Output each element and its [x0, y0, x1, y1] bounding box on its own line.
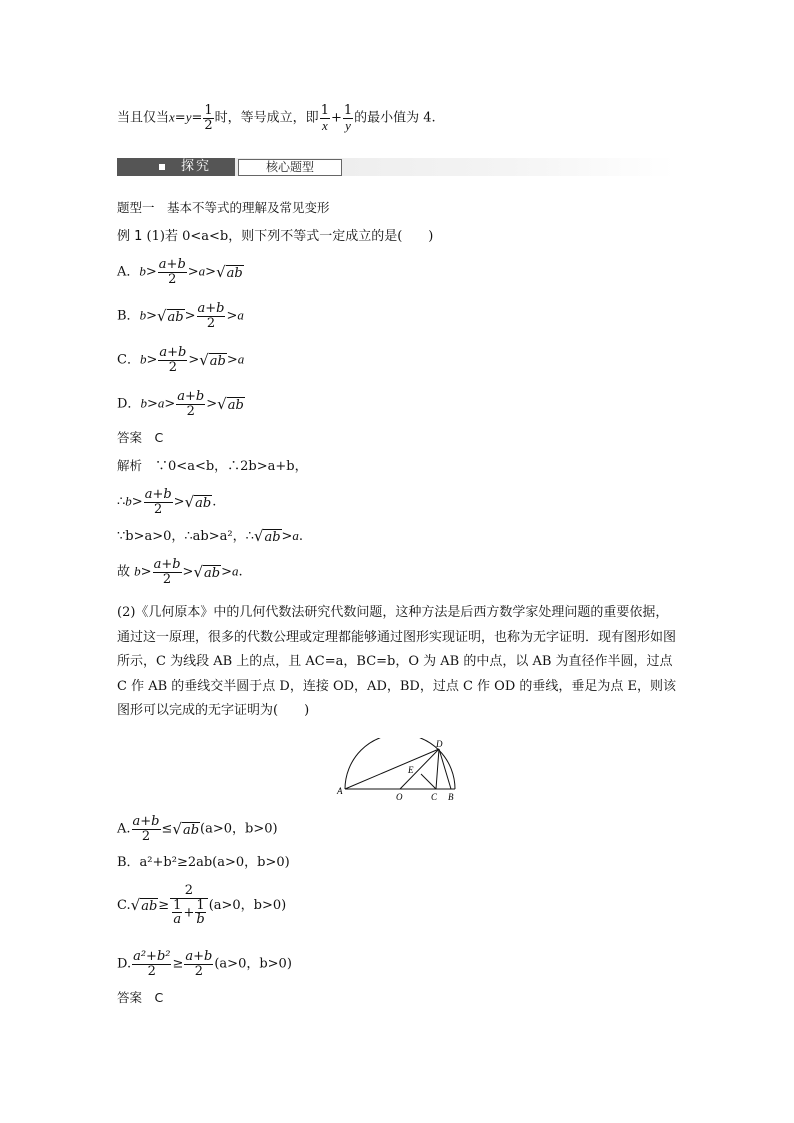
label-d: D — [436, 739, 443, 749]
var-y: y — [185, 109, 192, 125]
segment-od — [400, 749, 439, 789]
harmonic-fraction: 2 $\frac{1}{a}$ + $\frac{1}{b}$ — [170, 884, 208, 927]
var-x: x — [169, 109, 175, 125]
label-e: E — [408, 765, 414, 775]
q2-option-c: C.√ab≥ 2 $\frac{1}{a}$ + $\frac{1}{b}$ (a>0，b>0) — [117, 883, 287, 928]
sqrt-ab: √ab — [216, 262, 243, 281]
fraction-mean: $\frac{a+b}{2}$ — [159, 345, 187, 375]
fraction-mean: $\frac{a+b}{2}$ — [144, 487, 172, 517]
answer-1: 答案 C — [117, 430, 164, 445]
segment-ad — [345, 749, 439, 789]
label-b: B — [448, 792, 454, 802]
fraction-1-over-x: $\frac{1}{x}$ — [320, 103, 329, 133]
equals: = — [191, 110, 203, 126]
question-2-paragraph: (2)《几何原本》中的几何代数法研究代数问题，这种方法是后西方数学家处理问题的重要依据，通过这一原理，很多的代数公理或定理都能够通过图形实现证明，也称为无字证明．现有图形如图所示，C 为线段 AB 上的点，且 AC=a，BC=b，O 为 AB 的中点，以 AB 为直径作半圆，过点 C 作 AB 的垂线交半圆于点 D，连接 OD，AD，BD，过点 C 作 OD 的垂线，垂足为点 E，则该图形可以完成的无字证明为( ) — [117, 605, 677, 718]
q2-option-b: B．a²+b²≥2ab(a>0，b>0) — [117, 855, 290, 870]
label-a: A — [337, 786, 343, 796]
option-a: A．b> $\frac{a+b}{2}$ >a>√ab — [117, 257, 243, 287]
intro-text: 当且仅当 — [117, 110, 170, 126]
sqrt-ab: √ab — [130, 895, 158, 914]
option-d: D．b>a> $\frac{a+b}{2}$ >√ab — [117, 389, 244, 419]
analysis-line-4: 故 b> $\frac{a+b}{2}$ >√ab>a. — [117, 557, 243, 587]
semicircle-figure — [335, 738, 465, 808]
fraction-square-mean: $\frac{\text{a²+b²}}{2}$ — [133, 949, 171, 979]
analysis-line-2: ∴b> $\frac{a+b}{2}$ >√ab. — [117, 487, 217, 517]
intro-text: 的最小值为 4. — [354, 110, 436, 126]
fraction-mean: $\frac{a+b}{2}$ — [177, 389, 205, 419]
question-text: (1)若 0<a<b，则下列不等式一定成立的是( ) — [146, 229, 434, 244]
fraction-half: $\frac{1}{2}$ — [204, 103, 213, 133]
sqrt-ab: √ab — [184, 492, 212, 511]
equals: = — [174, 110, 186, 126]
q2-option-a: A. $\frac{a+b}{2}$ ≤√ab(a>0，b>0) — [117, 814, 278, 844]
sqrt-ab: √ab — [199, 350, 226, 369]
section-banner — [117, 158, 675, 178]
example-1-question — [117, 230, 433, 243]
q2-option-d: D. $\frac{\text{a²+b²}}{2}$ ≥ $\frac{a+b}{2}$ (a>0，b>0) — [117, 949, 292, 979]
sqrt-ab: √ab — [172, 819, 200, 838]
sqrt-ab: √ab — [193, 562, 221, 581]
banner-tag-core: 核心题型 — [238, 159, 342, 176]
fraction-mean: $\frac{a+b}{2}$ — [185, 949, 213, 979]
segment-cd — [436, 749, 439, 789]
segment-ce — [421, 774, 436, 789]
analysis-line-1: 解析 ∵0<a<b，∴2b>a+b， — [117, 458, 308, 474]
banner-tag-explore: 探究 — [117, 158, 235, 176]
fraction-mean: $\frac{a+b}{2}$ — [132, 814, 160, 844]
segment-bd — [439, 749, 451, 789]
analysis-line-3: ∵b>a>0，∴ab>a²，∴√ab>a. — [117, 527, 304, 545]
fraction-1-over-y: $\frac{1}{y}$ — [343, 103, 353, 133]
type-title: 题型一 基本不等式的理解及常见变形 — [117, 200, 330, 215]
intro-line: 当且仅当x=y= $\frac{1}{2}$ 时，等号成立，即 $\frac{1}{x}$ + $\frac{1}{y}$ 的最小值为 4. — [117, 103, 436, 133]
label-o: O — [396, 792, 403, 802]
sqrt-ab: √ab — [253, 527, 281, 545]
intro-text: 时，等号成立，即 — [214, 110, 319, 126]
square-bullet-icon — [159, 164, 165, 170]
option-c: C．b> $\frac{a+b}{2}$ >√ab>a — [117, 345, 245, 375]
answer-2: 答案 C — [117, 990, 164, 1005]
example-label: 例 1 — [117, 229, 143, 244]
fraction-mean: $\frac{a+b}{2}$ — [158, 257, 186, 287]
sqrt-ab: √ab — [217, 394, 244, 413]
fraction-mean: $\frac{a+b}{2}$ — [153, 557, 181, 587]
option-b: B．b>√ab> $\frac{a+b}{2}$ >a — [117, 301, 244, 331]
sqrt-ab: √ab — [156, 306, 184, 325]
fraction-mean: $\frac{a+b}{2}$ — [197, 301, 225, 331]
label-c: C — [431, 792, 438, 802]
